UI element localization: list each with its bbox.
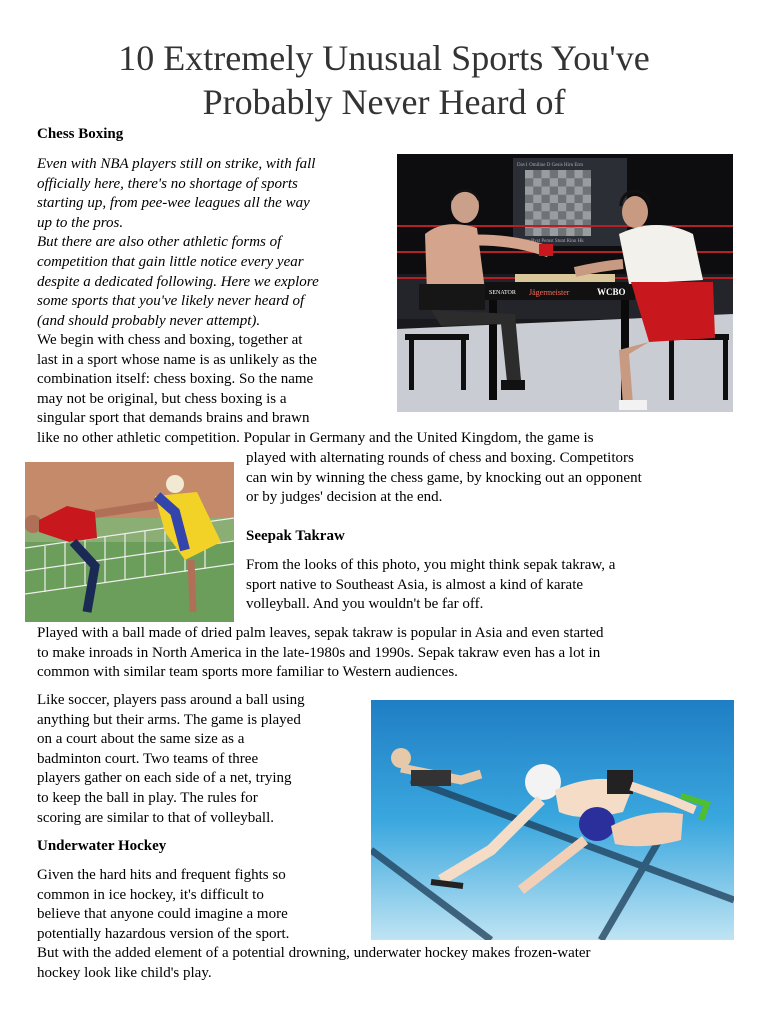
text-line: Given the hard hits and frequent fights so <box>37 867 286 883</box>
text-line: despite a dedicated following. Here we explore <box>37 273 319 290</box>
text-line: Like soccer, players pass around a ball using <box>37 692 305 708</box>
text-line: to keep the ball in play. The rules for <box>37 789 258 806</box>
heading-underwater-hockey: Underwater Hockey <box>37 838 167 854</box>
underwater-hockey-body <box>37 944 591 983</box>
text-line: competition that gain little notice every year <box>37 253 304 270</box>
chess-boxing-wide-line <box>37 429 594 449</box>
text-line: can win by winning the chess game, by knocking out an opponent <box>246 469 642 486</box>
title-line-1: 10 Extremely Unusual Sports You've <box>118 38 650 78</box>
heading-sepak-takraw: Seepak Takraw <box>246 528 345 544</box>
text-line: hockey look like child's play. <box>37 964 212 981</box>
text-line: common in ice hockey, it's difficult to <box>37 886 264 903</box>
text-line: But with the added element of a potential drowning, underwater hockey makes frozen-water <box>37 945 591 961</box>
text-line: Even with NBA players still on strike, with fall <box>37 156 316 172</box>
title-line-2: Probably Never Heard of <box>202 82 566 122</box>
text-line: singular sport that demands brains and brawn <box>37 410 310 427</box>
underwater-hockey-photo <box>371 700 734 940</box>
text-line: to make inroads in North America in the late-1980s and 1990s. Sepak takraw even has a lot in <box>37 644 601 661</box>
text-line: may not be original, but chess boxing is a <box>37 390 287 407</box>
text-line: But there are also other athletic forms of <box>37 234 282 251</box>
text-line: played with alternating rounds of chess and boxing. Competitors <box>246 450 634 466</box>
text-line: From the looks of this photo, you might think sepak takraw, a <box>246 557 616 573</box>
text-line: last in a sport whose name is as unlikely as the <box>37 351 317 368</box>
text-line: or by judges' decision at the end. <box>246 489 443 506</box>
text-line: like no other athletic competition. Popular in Germany and the United Kingdom, the game is <box>37 430 594 446</box>
scoreboard-top-text: Dav1 Omiline D Gesis Hirn Erm <box>517 163 583 168</box>
text-line: some sports that you've likely never heard of <box>37 293 305 310</box>
sepak-takraw-rules <box>37 691 305 828</box>
scoreboard-bottom-text: r Patrs Ryst Pemst Stunt Rinn Hk <box>517 239 584 244</box>
text-line: combination itself: chess boxing. So the name <box>37 371 314 388</box>
sign-wcbo: WCBO <box>597 287 626 297</box>
chess-boxing-continuation <box>246 449 642 508</box>
text-line: sport native to Southeast Asia, is almost a kind of karate <box>246 576 584 593</box>
page-title <box>0 36 768 124</box>
chess-boxing-photo <box>397 154 733 412</box>
text-line: anything but their arms. The game is played <box>37 711 301 728</box>
text-line: We begin with chess and boxing, together at <box>37 332 303 348</box>
sepak-takraw-photo <box>25 462 234 622</box>
text-line: players gather on each side of a net, trying <box>37 770 292 787</box>
chess-boxing-intro <box>37 155 319 331</box>
text-line: scoring are similar to that of volleyball. <box>37 809 275 826</box>
text-line: badminton court. Two teams of three <box>37 750 259 767</box>
sign-senator: SENATOR <box>489 290 516 296</box>
underwater-hockey-intro <box>37 866 289 944</box>
text-line: volleyball. And you wouldn't be far off. <box>246 596 484 613</box>
text-line: officially here, there's no shortage of sports <box>37 175 298 192</box>
text-line: starting up, from pee-wee leagues all the way <box>37 195 310 212</box>
text-line: Played with a ball made of dried palm leaves, sepak takraw is popular in Asia and even started <box>37 625 604 641</box>
text-line: believe that anyone could imagine a more <box>37 906 288 923</box>
text-line: on a court about the same size as a <box>37 731 245 748</box>
chess-boxing-body <box>37 331 317 429</box>
text-line: (and should probably never attempt). <box>37 312 261 329</box>
text-line: common with similar team sports more familiar to Western audiences. <box>37 664 458 681</box>
text-line: up to the pros. <box>37 214 124 231</box>
sepak-takraw-intro <box>246 556 615 615</box>
sign-jagermeister: Jägermeister <box>529 288 570 297</box>
sepak-takraw-body <box>37 624 604 683</box>
text-line: potentially hazardous version of the sport. <box>37 925 290 942</box>
heading-chess-boxing: Chess Boxing <box>37 126 124 142</box>
